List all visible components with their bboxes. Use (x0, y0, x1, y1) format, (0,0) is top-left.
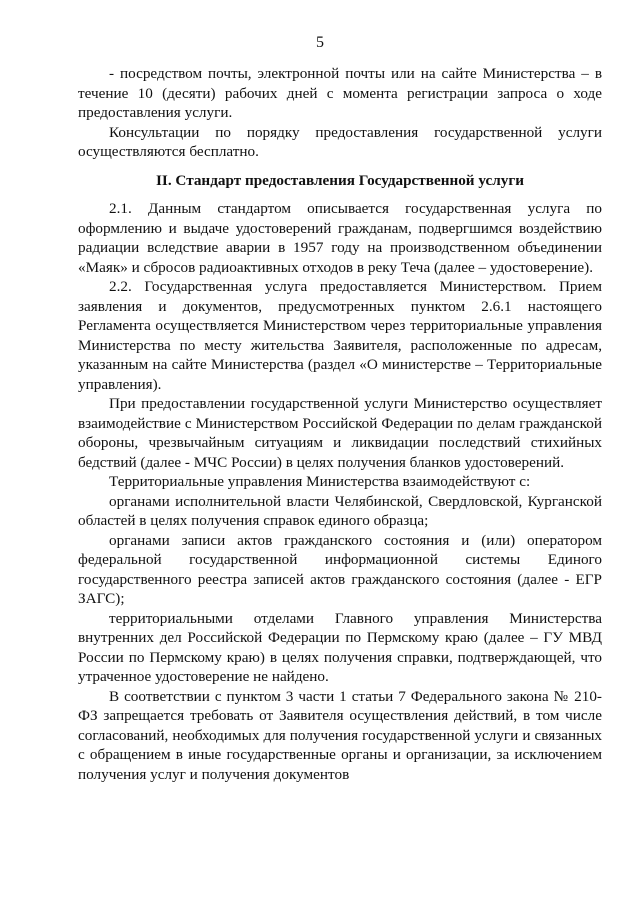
paragraph: При предоставлении государственной услуги Министерство осуществляет взаимодействие с Министерством Российской Федерации по делам гражданской обороны, чрезвычайным ситуациям и ликвидации последствий стихийных бедствий (далее - МЧС России) в целях получения бланков удостоверений. (78, 395, 602, 471)
section-heading: II. Стандарт предоставления Государственной услуги (156, 171, 524, 189)
paragraph: 2.2. Государственная услуга предоставляется Министерством. Прием заявления и документов, предусмотренных пунктом 2.6.1 настоящего Регламента осуществляется Министерством через территориальные управления Министерства по месту жительства Заявителя, расположенные по адресам, указанным на сайте Министерства (раздел «О министерстве – Территориальные управления). (78, 278, 602, 393)
paragraph: органами исполнительной власти Челябинской, Свердловской, Курганской областей в целях получения справок единого образца; (78, 492, 602, 529)
paragraph: территориальными отделами Главного управления Министерства внутренних дел Российской Федерации по Пермскому краю (далее – ГУ МВД России по Пермскому краю) в целях получения справки, подтверждающей, что утраченное удостоверение не найдено. (78, 609, 602, 685)
paragraph: Консультации по порядку предоставления государственной услуги осуществляются бесплатно. (78, 123, 602, 160)
paragraph: 2.1. Данным стандартом описывается государственная услуга по оформлению и выдаче удостоверений гражданам, подвергшимся воздействию радиации вследствие аварии в 1957 году на производственном объединении «Маяк» и сбросов радиоактивных отходов в реку Теча (далее – удостоверение). (78, 200, 602, 276)
paragraph: органами записи актов гражданского состояния и (или) оператором федеральной государственной информационной системы Единого государственного реестра записей актов гражданского состояния (далее - ЕГР ЗАГС); (78, 531, 602, 607)
paragraph: - посредством почты, электронной почты или на сайте Министерства – в течение 10 (десяти) рабочих дней с момента регистрации запроса о ходе предоставления услуги. (78, 65, 602, 121)
paragraph: Территориальные управления Министерства взаимодействуют с: (109, 473, 531, 490)
page-number: 5 (316, 34, 324, 51)
document-body (78, 64, 602, 784)
paragraph: В соответствии с пунктом 3 части 1 статьи 7 Федерального закона № 210-ФЗ запрещается требовать от Заявителя осуществления действий, в том числе согласований, необходимых для получения государственной услуги и связанных с обращением в иные государственные органы и организации, за исключением получения услуг и получения документов (78, 687, 602, 783)
